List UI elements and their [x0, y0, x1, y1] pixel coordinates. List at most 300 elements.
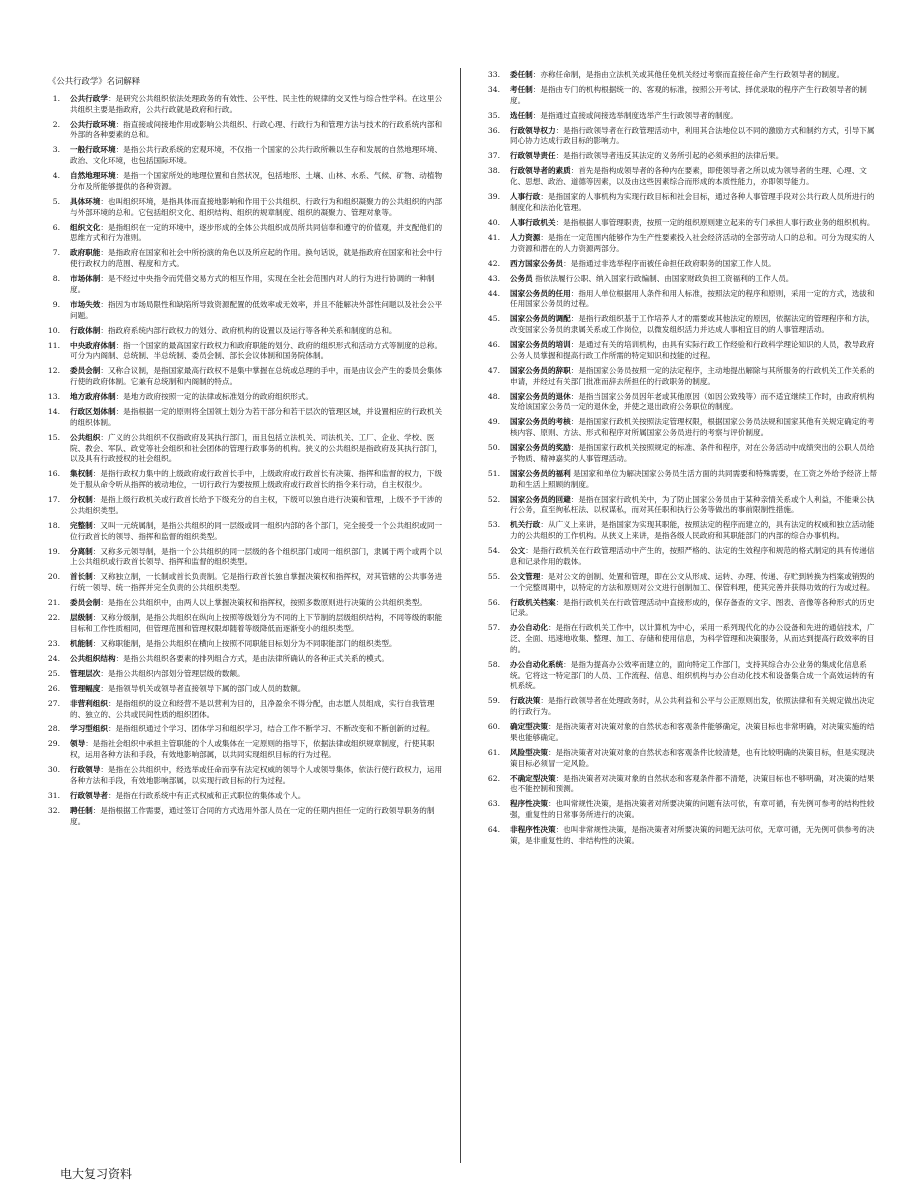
term-definition: ：是指组织通过个学习、团体学习和组织学习，结合工作不断学习、不断改变和不断创新的过程。	[107, 724, 435, 734]
term-name: 国家公务员的奖励	[510, 443, 571, 453]
term-definition: ：又称分级制，是指公共组织在纵向上按照等级划分为不同的上下节制的层级组织结构，不同等级的职能目标和工作性质相同，但管理范围和管理权限却随着等级降低而逐渐变小的组织类型。	[70, 613, 443, 633]
term-number: 17.	[47, 495, 60, 505]
term-number: 35.	[487, 110, 500, 120]
term-entry	[40, 120, 445, 142]
term-name: 选任制	[510, 110, 533, 120]
term-body	[70, 598, 445, 609]
term-body	[510, 572, 880, 594]
term-body	[70, 495, 445, 517]
term-number: 50.	[487, 443, 500, 453]
term-entry	[40, 598, 445, 609]
term-entry	[40, 407, 445, 429]
term-name: 领导	[70, 739, 86, 749]
term-definition: ：是指公共行政系统的宏观环境，不仅指一个国家的公共行政所赖以生存和发展的自然地理环境、政治、文化环境，也包括国际环境。	[70, 145, 443, 166]
term-body	[70, 433, 445, 465]
term-number: 6.	[52, 222, 60, 232]
term-entry	[480, 799, 880, 821]
term-number: 41.	[487, 232, 500, 242]
term-entry	[480, 233, 880, 255]
term-entry	[480, 111, 880, 122]
term-definition: ：是指国家行政机关按照法定管理权限，根据国家公务员法规和国家其他有关规定确定的考核内容、原则、方法、形式和程序对所属国家公务员进行的考察与评价制度。	[510, 417, 875, 438]
term-number: 1.	[52, 93, 60, 103]
term-number: 4.	[52, 171, 60, 181]
term-body	[510, 774, 880, 796]
term-body	[510, 825, 880, 847]
term-entry	[480, 289, 880, 311]
term-name: 具体环境	[70, 196, 101, 206]
term-name: 委任制	[510, 70, 533, 79]
term-body	[70, 639, 445, 650]
term-entry	[480, 623, 880, 655]
term-number: 18.	[47, 520, 60, 530]
term-definition: ：又称合议制，是指国家最高行政权不是集中掌握在总统或总理的手中，而是由议会产生的委员会集体行使的政府体制。它兼有总统制和内阁制的特点。	[70, 366, 443, 387]
term-definition: ：是指通过直接或间接选举制度选举产生行政领导者的制度。	[532, 110, 738, 120]
term-body	[510, 696, 880, 718]
term-list-left	[40, 94, 445, 828]
term-definition: ：是指为提高办公效率而建立的，面向特定工作部门，支持其综合办公业务的集成化信息系统。它将这一特定部门的人员、工作流程、信息、组织机构与办公自动化技术和设备集合成一个高效运转的有机系统。	[510, 659, 875, 691]
term-number: 59.	[487, 696, 500, 706]
term-entry	[480, 660, 880, 692]
term-definition: ：是指公共组织各要素的排列组合方式，是由法律所确认的各种正式关系的模式。	[115, 653, 389, 663]
term-definition: ：是指行政领导者违反其法定的义务所引起的必须承担的法律后果。	[555, 151, 784, 161]
term-body	[70, 739, 445, 761]
term-entry	[40, 724, 445, 735]
term-definition: ：是地方政府按照一定的法律或标准划分的政府组织形式。	[115, 392, 313, 402]
term-body	[510, 660, 880, 692]
term-definition: ：是指政府在国家和社会中所扮演的角色以及所应起的作用。换句话说，就是指政府在国家和社会中行使行政权力的范围、程度和方式。	[70, 248, 443, 269]
term-definition: ：也叫非常规性决策，是指决策者对所要决策的问题无法可依，无章可循，无先例可供参考的决策，是非重复性的、非结构性的决策。	[510, 825, 875, 845]
term-entry	[40, 248, 445, 270]
term-definition: ：又称职能制，是指公共组织在横向上按照不同职能目标划分为不同职能部门的组织类型。	[92, 638, 397, 648]
term-definition: ：是指领导机关或领导者直接领导下属的部门或人员的数额。	[100, 683, 306, 693]
term-body	[70, 300, 445, 322]
term-number: 16.	[47, 469, 60, 479]
term-body	[510, 314, 880, 336]
term-entry	[480, 259, 880, 270]
term-body	[510, 623, 880, 655]
term-name: 管理幅度	[70, 683, 101, 693]
term-entry	[480, 166, 880, 188]
term-number: 52.	[487, 494, 500, 504]
term-definition: 指依法履行公职、纳入国家行政编制、由国家财政负担工资福利的工作人员。	[532, 273, 794, 283]
term-number: 38.	[487, 166, 500, 176]
term-definition: ：是研究公共组织依法处理政务的有效性、公平性、民主性的规律的交叉性与综合性学科。在这里公共组织主要是指政府，公共行政就是政府和行政。	[70, 93, 443, 114]
term-definition: ：亦称任命制，是指由立法机关或其他任免机关经过考察而直接任命产生行政领导者的制度。	[532, 70, 845, 79]
term-name: 公共行政学	[70, 93, 108, 103]
term-number: 25.	[47, 668, 60, 678]
term-entry	[480, 126, 880, 148]
term-entry	[40, 765, 445, 787]
term-definition: ：指政府系统内部行政权力的划分、政府机构的设置以及运行等各种关系和制度的总和。	[100, 325, 397, 335]
term-number: 31.	[47, 790, 60, 800]
term-body	[510, 233, 880, 255]
term-name: 行政领导	[70, 765, 101, 775]
term-number: 60.	[487, 722, 500, 732]
term-definition: ：是通过有关的培训机构，由具有实际行政工作经验和行政科学理论知识的人员，教导政府公务人员掌握和提高行政工作所需的特定知识和技能的过程。	[510, 340, 875, 360]
term-definition: ：指一个国家的最高国家行政权力和政府职能的划分、政府的组织形式和活动方式等制度的总称。可分为内阁制、总统制、半总统制、委员会制、部长会议体制和国务院体制。	[70, 340, 443, 361]
term-definition: ：也叫常规性决策，是指决策者对所要决策的问题有法可依，有章可循，有先例可参考的结构性较强，重复性的日常事务所进行的决策。	[510, 799, 875, 820]
term-number: 15.	[47, 432, 60, 442]
term-body	[70, 171, 445, 193]
term-body	[510, 340, 880, 362]
term-definition: ：是指根据工作需要，通过签订合同的方式选用外部人员在一定的任期内担任一定的行政领导职务的制度。	[70, 805, 435, 826]
term-number: 11.	[47, 340, 60, 350]
term-name: 风险型决策	[510, 747, 548, 757]
term-body	[70, 699, 445, 721]
term-name: 行政决策	[510, 696, 541, 706]
term-body	[510, 126, 880, 148]
term-entry	[480, 520, 880, 542]
term-name: 国家公务员的考核	[510, 417, 571, 427]
term-number: 53.	[487, 520, 500, 530]
term-definition: ：是指在行政机关工作中，以计算机为中心，采用一系列现代化的办公设备和先进的通信技术，广泛、全面、迅速地收集、整理、加工、存储和使用信息，为科学管理和决策服务，从而达到提高行政效率的目的。	[510, 623, 875, 654]
term-entry	[40, 613, 445, 635]
term-definition: ：是指行政权力集中的上级政府或行政首长手中，上级政府或行政首长有决策、指挥和监督的权力，下级处于服从命令听从指挥的被动地位，一切行政行为要按照上级政府或行政首长的指令来行动，自主权很少。	[70, 469, 443, 490]
term-entry	[40, 433, 445, 465]
term-name: 非程序性决策	[510, 825, 556, 835]
term-number: 64.	[487, 825, 500, 835]
term-body	[510, 192, 880, 214]
term-definition: ：是指行政机关在行政管理活动中产生的，按照严格的、法定的生效程序和规范的格式制定的具有传递信息和记录作用的载体。	[510, 546, 875, 566]
term-definition: ：广义的公共组织不仅指政府及其执行部门，而且包括立法机关、司法机关、工厂、企业、学校、医院、教会、军队、政党等社会组织和社会团体的管理行政事务的机构。狭义的公共组织是指政府及其执行部门，以及具有行政授权的社会组织。	[70, 432, 443, 464]
term-number: 45.	[487, 314, 500, 324]
term-number: 26.	[47, 683, 60, 693]
term-definition: ：又称多元领导制，是指一个公共组织的同一层级的各个组织部门或同一组织部门，隶属于两个或两个以上公共组织或行政首长领导、指挥和监督的组织类型。	[70, 546, 443, 567]
term-name: 市场体制	[70, 274, 101, 284]
term-number: 49.	[487, 417, 500, 427]
term-name: 政府职能	[70, 248, 101, 258]
term-definition: ：指因为市场局限性和缺陷所导致资源配置的低效率或无效率，并且不能解决外部性问题以及社会公平问题。	[70, 299, 443, 320]
term-definition: ：是指根据人事管理职责，按照一定的组织原则建立起来的专门承担人事行政业务的组织机构。	[555, 217, 875, 227]
term-name: 人事行政	[510, 192, 541, 202]
term-entry	[480, 274, 880, 285]
term-body	[70, 806, 445, 828]
term-number: 13.	[47, 392, 60, 402]
term-name: 国家公务员的辞职	[510, 365, 571, 375]
term-definition: ：是指社会组织中承担主管职能的个人或集体在一定原则的指导下，依据法律或组织规章制度，行使其职权，运用各种方法和手段，有效地影响部属，以共同实现组织目标的行为过程。	[70, 739, 435, 760]
term-body	[510, 289, 880, 311]
term-number: 23.	[47, 638, 60, 648]
term-entry	[480, 722, 880, 744]
term-name: 机关行政	[510, 520, 541, 530]
term-name: 人事行政机关	[510, 217, 556, 227]
term-name: 办公自动化系统	[510, 659, 564, 669]
term-entry	[480, 495, 880, 517]
term-definition: ：是指国家公务员按照一定的法定程序，主动地提出解除与其所服务的行政机关工作关系的申请，并经过有关部门批准而辞去所担任的行政职务的制度。	[510, 365, 875, 386]
term-name: 程序性决策	[510, 799, 548, 809]
term-definition: ：是指组织的设立和经营不是以营利为目的，且净盈余不得分配，由志愿人员组成，实行自我管理的、独立的、公共或民间性质的组织团体。	[70, 698, 435, 719]
term-definition: ：是指在行政系统中有正式权威和正式职位的集体或个人。	[107, 790, 306, 800]
term-body	[70, 248, 445, 270]
term-body	[70, 197, 445, 219]
term-entry	[40, 547, 445, 569]
term-name: 行政领导者	[70, 790, 108, 800]
term-number: 12.	[47, 366, 60, 376]
term-body	[70, 145, 445, 167]
term-definition: ：是指行政机关在行政管理活动中直接形成的，保存备查的文字、图表、音像等各种形式的历史记录。	[510, 597, 875, 618]
term-entry	[480, 598, 880, 620]
term-entry	[480, 748, 880, 770]
term-body	[510, 469, 880, 491]
term-body	[70, 274, 445, 296]
term-definition: ：是指在公共组织中，由两人以上掌握决策权和指挥权，按照多数原则进行决策的公共组织类型。	[100, 598, 427, 608]
term-number: 42.	[487, 258, 500, 268]
term-definition: ：指直接或间接地作用或影响公共组织、行政心理、行政行为和管理方法与技术的行政系统内部和外部的各种要素的总和。	[70, 119, 443, 140]
term-number: 56.	[487, 597, 500, 607]
term-name: 公共行政环境	[70, 119, 116, 129]
term-entry	[480, 314, 880, 336]
term-body	[510, 443, 880, 465]
term-entry	[40, 572, 445, 594]
term-name: 行政领导权力	[510, 125, 556, 135]
term-entry	[480, 572, 880, 594]
term-definition: ：是指一个国家所处的地理位置和自然状况，包括地形、土壤、山林、水系、气候、矿物、动植物分布及所能够提供的各种资源。	[70, 171, 443, 191]
term-entry	[480, 443, 880, 465]
term-entry	[40, 171, 445, 193]
term-entry	[480, 70, 880, 81]
term-body	[70, 547, 445, 569]
term-name: 不确定型决策	[510, 773, 556, 783]
term-body	[70, 366, 445, 388]
term-definition: ：是对公文的创制、处置和管理，即在公文从形成、运转、办理、传递、存贮到转换为档案或销毁的一个完整周期中，以特定的方法和原则对公文进行创制加工、保管料理，使其完善并获得功效的行为或过程。	[510, 571, 875, 592]
term-number: 20.	[47, 572, 60, 582]
term-definition: ：是指行政组织基于工作培养人才的需要或其他法定的原因，依据法定的管理程序和方法，改变国家公务员的隶属关系或工作岗位，以微发组织活力并达成人事相宜目的的人事管理活动。	[510, 314, 875, 335]
term-entry	[480, 192, 880, 214]
term-definition: ：是指国家行政机关按照规定的标准、条件和程序，对在公务活动中成绩突出的公职人员给予物质、精神嘉奖的人事管理活动。	[510, 443, 875, 463]
term-body	[510, 111, 880, 122]
term-body	[70, 684, 445, 695]
term-entry	[40, 145, 445, 167]
term-number: 29.	[47, 739, 60, 749]
term-body	[510, 598, 880, 620]
term-definition: ：是指公共组织内部划分管理层级的数额。	[100, 668, 245, 678]
term-body	[70, 326, 445, 337]
term-number: 34.	[487, 84, 500, 94]
term-number: 44.	[487, 288, 500, 298]
term-name: 行政机关档案	[510, 597, 556, 607]
left-column	[40, 70, 445, 832]
term-number: 28.	[47, 724, 60, 734]
term-number: 2.	[52, 119, 60, 129]
term-number: 7.	[52, 248, 60, 258]
term-name: 公文管理	[510, 571, 541, 581]
term-number: 19.	[47, 546, 60, 556]
term-name: 公共组织	[70, 432, 101, 442]
term-name: 公务员	[510, 273, 533, 283]
term-entry	[40, 341, 445, 363]
term-number: 48.	[487, 391, 500, 401]
term-definition: ：首先是指构成领导者的各种内在要素，即使领导者之所以成为领导者的生理、心理、文化、思想、政治、道德等因素，以及由这些因素综合而形成的本质性能力，亦即领导能力。	[510, 166, 867, 187]
term-body	[510, 417, 880, 439]
term-definition: ：是指决策者对决策对象的自然状态和客观条件都不清楚，决策目标也不够明确，对决策的结果也不能控制和预测。	[510, 773, 875, 794]
term-name: 考任制	[510, 84, 533, 94]
term-name: 完整制	[70, 520, 93, 530]
term-body	[510, 218, 880, 229]
term-body	[510, 392, 880, 414]
term-definition: ：又叫一元统属制，是指公共组织的同一层级或同一组织内部的各个部门，完全接受一个公共组织或同一位行政首长的领导、指挥和监督的组织类型。	[70, 520, 443, 541]
term-body	[510, 366, 880, 388]
term-number: 8.	[52, 274, 60, 284]
term-name: 分权制	[70, 495, 93, 505]
term-entry	[40, 469, 445, 491]
term-number: 32.	[47, 805, 60, 815]
term-number: 62.	[487, 773, 500, 783]
term-name: 学习型组织	[70, 724, 108, 734]
term-name: 委员会制	[70, 366, 101, 376]
term-name: 地方政府体制	[70, 392, 116, 402]
term-name: 国家公务员的培训	[510, 340, 571, 350]
term-entry	[40, 495, 445, 517]
term-number: 36.	[487, 125, 500, 135]
term-number: 33.	[487, 70, 500, 79]
term-body	[510, 520, 880, 542]
term-definition: ：是指当国家公务员因年老或其他原因（如因公致残等）而不适宜继续工作时，由政府机构发给该国家公务员一定的退休金，并使之退出政府公务职位的制度。	[510, 391, 875, 412]
term-number: 46.	[487, 340, 500, 350]
term-definition: ：是指通过非选举程序而被任命担任政府职务的国家工作人员。	[563, 258, 776, 268]
term-name: 集权制	[70, 469, 93, 479]
term-number: 51.	[487, 468, 500, 478]
term-entry	[40, 223, 445, 245]
term-name: 管理层次	[70, 668, 101, 678]
term-entry	[40, 300, 445, 322]
term-body	[70, 407, 445, 429]
term-body	[70, 669, 445, 680]
term-body	[510, 259, 880, 270]
term-definition: ：是指在公共组织中，经选举或任命而享有法定权威的领导个人或领导集体，依法行使行政权力，运用各种方法和手段，有效地影响部属，以实现行政目标的行为过程。	[70, 765, 443, 785]
term-name: 行政区划体制	[70, 407, 116, 417]
term-number: 43.	[487, 273, 500, 283]
term-name: 中央政府体制	[70, 340, 116, 350]
term-name: 行政领导者的素质	[510, 166, 571, 176]
term-body	[510, 85, 880, 107]
term-number: 24.	[47, 653, 60, 663]
term-name: 公共组织结构	[70, 653, 116, 663]
term-entry	[40, 197, 445, 219]
term-number: 55.	[487, 571, 500, 581]
term-name: 确定型决策	[510, 722, 548, 732]
term-entry	[480, 417, 880, 439]
term-body	[70, 341, 445, 363]
term-definition: ：指用人单位根据用人条件和用人标准，按照法定的程序和原则，采用一定的方式，选拔和任用国家公务员的过程。	[510, 288, 875, 309]
term-body	[70, 791, 445, 802]
term-name: 层级制	[70, 613, 93, 623]
term-entry	[480, 546, 880, 568]
term-name: 国家公务员的回避	[510, 494, 571, 504]
term-body	[510, 274, 880, 285]
term-definition: ：是指决策者对决策对象的自然状态和客观条件能够确定，决策目标也非常明确，对决策实施的结果也能够确定。	[510, 722, 875, 742]
term-number: 22.	[47, 613, 60, 623]
term-body	[510, 70, 880, 81]
term-number: 47.	[487, 365, 500, 375]
term-list-right	[480, 70, 880, 847]
term-definition: ：是指根据一定的原则将全国领土划分为若干部分和若干层次的管理区域，并设置相应的行政机关的组织体制。	[70, 407, 443, 427]
term-entry	[40, 392, 445, 403]
term-definition: ：是指上级行政机关或行政首长给予下级充分的自主权，下级可以独自进行决策和管理，上级不予干涉的公共组织类型。	[70, 495, 443, 515]
term-body	[70, 654, 445, 665]
term-entry	[40, 669, 445, 680]
term-definition: ：是指由专门的机构根据统一的、客观的标准，按照公开考试、择优录取的程序产生行政领导者的制度。	[510, 84, 867, 105]
term-body	[510, 166, 880, 188]
term-number: 39.	[487, 192, 500, 202]
term-entry	[480, 340, 880, 362]
term-entry	[480, 151, 880, 162]
term-definition: ：从广义上来讲，是指国家为实现其职能，按照法定的程序而建立的，具有法定的权威和独立活动能力的公共组织的工作机构。从狭义上来讲，是指各级人民政府和其职能部门的内部的综合办事机构。	[510, 520, 875, 541]
term-body	[510, 799, 880, 821]
term-body	[70, 120, 445, 142]
term-entry	[40, 699, 445, 721]
term-entry	[480, 392, 880, 414]
term-name: 非营利组织	[70, 698, 108, 708]
term-body	[70, 572, 445, 594]
term-body	[70, 392, 445, 403]
term-body	[70, 765, 445, 787]
term-body	[70, 613, 445, 635]
term-name: 首长制	[70, 572, 93, 582]
term-entry	[40, 684, 445, 695]
term-definition: ：是指组织在一定的环境中，逐步形成的全体公共组织成员所共同信奉和遵守的价值观，并支配他们的思维方式和行为准则。	[70, 222, 443, 243]
term-number: 54.	[487, 546, 500, 556]
term-number: 58.	[487, 659, 500, 669]
term-entry	[480, 696, 880, 718]
term-name: 国家公务员的退休	[510, 391, 571, 401]
term-body	[70, 94, 445, 116]
right-column	[480, 70, 880, 851]
term-name: 人力资源	[510, 232, 541, 242]
term-number: 10.	[47, 325, 60, 335]
term-entry	[40, 94, 445, 116]
term-number: 61.	[487, 747, 500, 757]
term-number: 3.	[52, 145, 60, 155]
term-name: 组织文化	[70, 222, 101, 232]
page-footer: 电大复习资料	[60, 1167, 133, 1181]
term-name: 机能制	[70, 638, 93, 648]
term-body	[510, 748, 880, 770]
term-definition: ：是指行政领导者在行政管理活动中，利用其合法地位以不同的激励方式和制约方式，引导下属同心协力达成行政目标的影响力。	[510, 125, 875, 146]
term-name: 自然地理环境	[70, 171, 116, 181]
term-entry	[480, 366, 880, 388]
term-definition: ：是指在一定范围内能够作为生产性要素投入社会经济活动的全部劳动人口的总和。可分为现实的人力资源和潜在的人力资源两部分。	[510, 232, 875, 253]
term-body	[70, 223, 445, 245]
term-name: 公文	[510, 546, 526, 556]
term-name: 委员会制	[70, 598, 101, 608]
term-name: 西方国家公务员	[510, 258, 564, 268]
column-divider	[460, 68, 461, 1163]
term-body	[70, 469, 445, 491]
term-definition: ：是指在国家行政机关中，为了防止国家公务员由于某种亲情关系或个人利益，不能秉公执行公务，直至徇私枉法、以权谋私，而对其任职和执行公务等做出的事前限制性措施。	[510, 494, 875, 515]
term-number: 57.	[487, 623, 500, 633]
term-entry	[40, 739, 445, 761]
term-name: 市场失效	[70, 299, 101, 309]
term-body	[510, 495, 880, 517]
term-body	[510, 546, 880, 568]
term-number: 37.	[487, 151, 500, 161]
term-name: 国家公务员的调配	[510, 314, 571, 324]
term-name: 办公自动化	[510, 623, 548, 633]
term-definition: ：又称独立制，一长制或首长负责制。它是指行政首长独自掌握决策权和指挥权，对其管辖的公共事务进行统一领导、统一指挥并完全负责的公共组织类型。	[70, 572, 443, 593]
term-number: 14.	[47, 407, 60, 417]
term-number: 63.	[487, 799, 500, 809]
term-name: 聘任制	[70, 805, 93, 815]
term-entry	[480, 774, 880, 796]
term-name: 行政领导责任	[510, 151, 556, 161]
term-entry	[480, 825, 880, 847]
term-body	[70, 521, 445, 543]
document-title: 《公共行政学》名词解释	[48, 76, 141, 86]
term-name: 分离制	[70, 546, 93, 556]
term-entry	[40, 274, 445, 296]
term-number: 9.	[52, 299, 60, 309]
term-entry	[40, 326, 445, 337]
